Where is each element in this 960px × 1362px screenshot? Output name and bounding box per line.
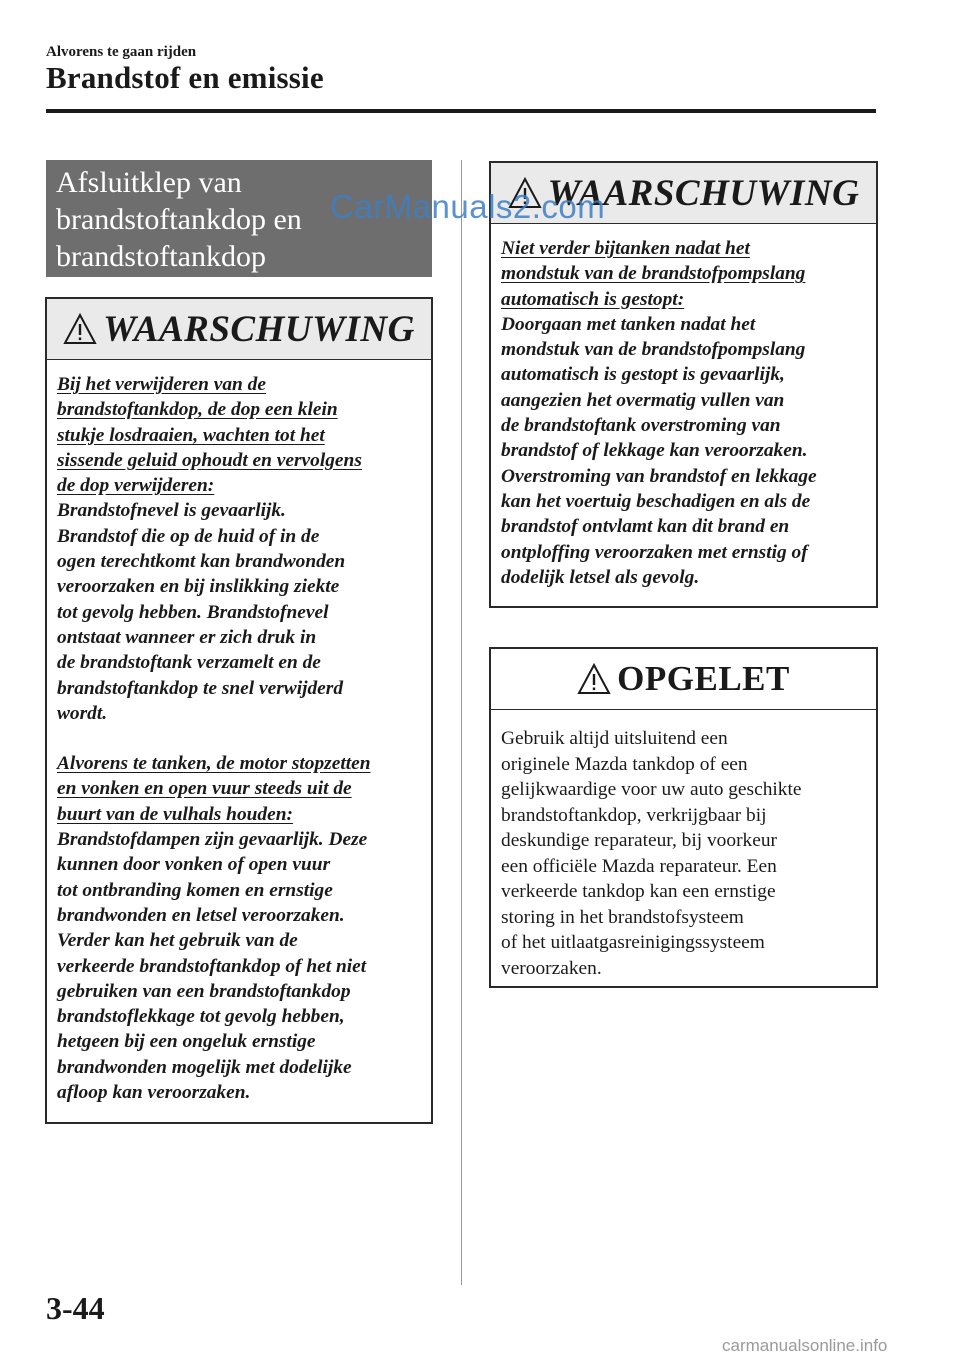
section-title-line: Afsluitklep van bbox=[56, 166, 242, 199]
page-number: 3-44 bbox=[46, 1290, 105, 1326]
caution-text: een officiële Mazda reparateur. Een bbox=[501, 855, 777, 877]
warning-instruction: stukje losdraaien, wachten tot het bbox=[57, 424, 325, 446]
warning-text: ontstaat wanneer er zich druk in bbox=[57, 626, 317, 648]
warning-text: kunnen door vonken of open vuur bbox=[57, 854, 331, 876]
warning-text: de brandstoftank verzamelt en de bbox=[57, 652, 321, 674]
column-divider bbox=[461, 160, 462, 1285]
chapter-label: Alvorens te gaan rijden bbox=[46, 44, 197, 60]
warning-text: gebruiken van een brandstoftankdop bbox=[57, 980, 351, 1002]
warning-text: wordt. bbox=[57, 702, 108, 724]
warning-instruction: buurt van de vulhals houden: bbox=[57, 803, 293, 825]
page-title: Brandstof en emissie bbox=[46, 60, 324, 95]
warning-instruction: automatisch is gestopt: bbox=[501, 288, 685, 310]
warning-box-left bbox=[45, 297, 433, 1124]
footer-watermark: carmanualsonline.info bbox=[722, 1336, 888, 1355]
warning-heading: WAARSCHUWING bbox=[103, 308, 415, 350]
warning-text: veroorzaken en bij inslikking ziekte bbox=[57, 576, 340, 598]
warning-triangle-icon bbox=[577, 663, 611, 695]
warning-text: de brandstoftank overstroming van bbox=[501, 415, 781, 437]
warning-header bbox=[47, 299, 431, 360]
warning-text: ontploffing veroorzaken met ernstig of bbox=[501, 541, 808, 563]
warning-text: tot ontbranding komen en ernstige bbox=[57, 879, 333, 901]
warning-text: brandstoftankdop te snel verwijderd bbox=[57, 677, 344, 699]
caution-body bbox=[491, 710, 876, 981]
caution-text: originele Mazda tankdop of een bbox=[501, 753, 748, 775]
warning-text: Brandstofnevel is gevaarlijk. bbox=[57, 500, 286, 522]
watermark: CarManuals2.com bbox=[330, 188, 606, 225]
section-title-line: brandstoftankdop bbox=[56, 240, 266, 273]
warning-text: Doorgaan met tanken nadat het bbox=[501, 313, 756, 335]
warning-instruction: mondstuk van de brandstofpompslang bbox=[501, 263, 806, 285]
warning-instruction: Bij het verwijderen van de bbox=[57, 374, 266, 395]
caution-heading: OPGELET bbox=[617, 659, 790, 698]
caution-text: brandstoftankdop, verkrijgbaar bij bbox=[501, 804, 767, 826]
warning-instruction: en vonken en open vuur steeds uit de bbox=[57, 778, 352, 800]
warning-body bbox=[491, 224, 876, 590]
caution-text: deskundige reparateur, bij voorkeur bbox=[501, 830, 777, 851]
caution-text: gelijkwaardige voor uw auto geschikte bbox=[501, 779, 802, 800]
warning-text: mondstuk van de brandstofpompslang bbox=[501, 339, 806, 361]
warning-text: brandwonden mogelijk met dodelijke bbox=[57, 1056, 352, 1078]
section-title-line: brandstoftankdop en bbox=[56, 203, 302, 236]
header-rule bbox=[46, 109, 876, 113]
caution-box bbox=[489, 647, 878, 988]
warning-text: brandstoflekkage tot gevolg hebben, bbox=[57, 1006, 345, 1028]
caution-text: veroorzaken. bbox=[501, 957, 602, 979]
warning-text: automatisch is gestopt is gevaarlijk, bbox=[501, 364, 785, 386]
warning-text: kan het voertuig beschadigen en als de bbox=[501, 490, 811, 512]
warning-text: afloop kan veroorzaken. bbox=[57, 1082, 251, 1104]
caution-text: storing in het brandstofsysteem bbox=[501, 906, 744, 928]
warning-text: aangezien het overmatig vullen van bbox=[501, 389, 785, 411]
warning-instruction: brandstoftankdop, de dop een klein bbox=[57, 399, 338, 421]
warning-instruction: Alvorens te tanken, de motor stopzetten bbox=[57, 753, 371, 775]
warning-instruction: Niet verder bijtanken nadat het bbox=[501, 238, 750, 259]
caution-text: of het uitlaatgasreinigingssysteem bbox=[501, 932, 765, 953]
caution-text: verkeerde tankdop kan een ernstige bbox=[501, 881, 776, 902]
warning-text: dodelijk letsel als gevolg. bbox=[501, 566, 700, 588]
warning-text: verkeerde brandstoftankdop of het niet bbox=[57, 955, 367, 977]
warning-text: Brandstof die op de huid of in de bbox=[57, 525, 320, 547]
warning-body bbox=[47, 360, 431, 1105]
warning-text: hetgeen bij een ongeluk ernstige bbox=[57, 1031, 316, 1053]
warning-box-right bbox=[489, 161, 878, 608]
warning-text: Overstroming van brandstof en lekkage bbox=[501, 465, 817, 487]
warning-text: brandwonden en letsel veroorzaken. bbox=[57, 904, 345, 926]
warning-text: Verder kan het gebruik van de bbox=[57, 930, 298, 952]
warning-instruction: de dop verwijderen: bbox=[57, 475, 215, 497]
warning-text: brandstof of lekkage kan veroorzaken. bbox=[501, 440, 808, 462]
caution-header bbox=[491, 649, 876, 710]
warning-text: brandstof ontvlamt kan dit brand en bbox=[501, 516, 790, 538]
warning-text: tot gevolg hebben. Brandstofnevel bbox=[57, 601, 329, 623]
caution-text: Gebruik altijd uitsluitend een bbox=[501, 728, 728, 749]
warning-text: Brandstofdampen zijn gevaarlijk. Deze bbox=[57, 829, 368, 851]
warning-heading: WAARSCHUWING bbox=[547, 172, 860, 214]
warning-triangle-icon bbox=[63, 313, 97, 345]
warning-text: ogen terechtkomt kan brandwonden bbox=[57, 551, 346, 573]
warning-instruction: sissende geluid ophoudt en vervolgens bbox=[57, 449, 362, 471]
